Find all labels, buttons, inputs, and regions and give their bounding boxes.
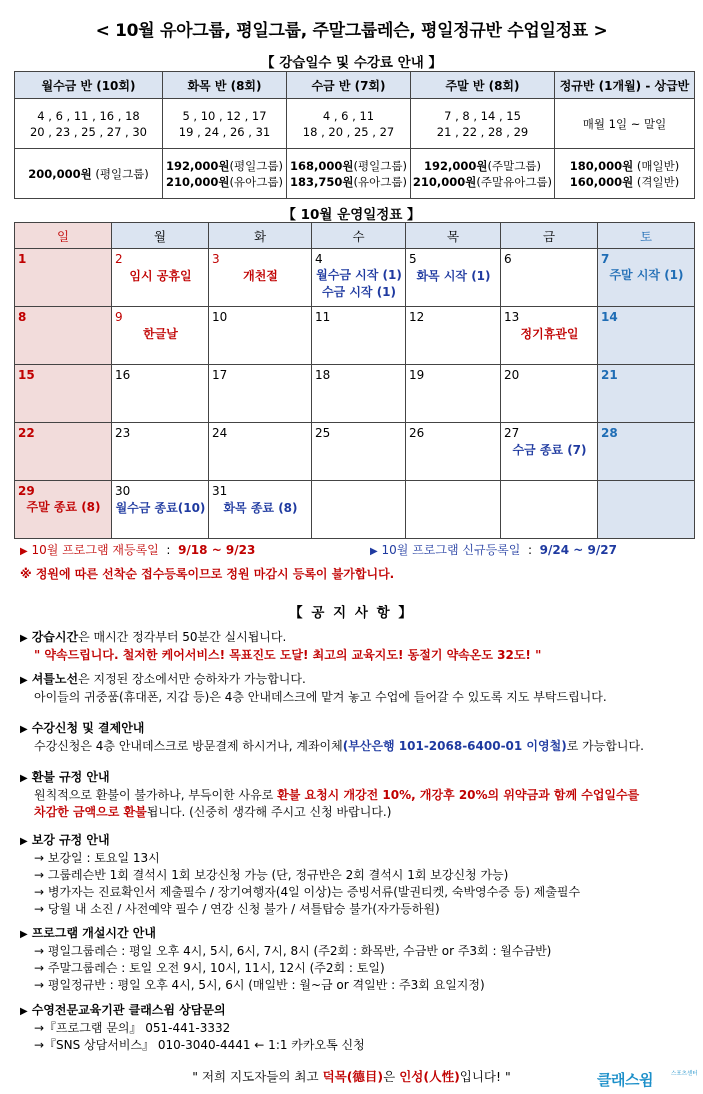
day-number: 11: [315, 310, 331, 324]
class-dates: 4 , 6 , 11 18 , 20 , 25 , 27: [287, 99, 411, 149]
weekday-thu: 목: [406, 223, 501, 249]
calendar-event: 정기휴관일: [520, 327, 579, 341]
triangle-right-icon: ▶: [20, 773, 28, 784]
class-dates: 5 , 10 , 12 , 17 19 , 24 , 26 , 31: [163, 99, 287, 149]
calendar-event: 수금 종료 (7): [512, 443, 587, 457]
calendar-day-cell: [15, 423, 112, 481]
calendar-day-cell: [112, 423, 209, 481]
calendar-day-cell: [312, 249, 406, 307]
calendar-day-cell: [15, 249, 112, 307]
class-price: 200,000원 (평일그룹): [15, 149, 163, 199]
weekday-mon: 월: [112, 223, 209, 249]
weekday-sat: 토: [598, 223, 695, 249]
calendar-table: [14, 222, 695, 539]
calendar-day-cell: [598, 307, 695, 365]
notice-contact: ▶ 수영전문교육기관 클래스윔 상담문의 →『프로그램 문의』 051-441-3332 →『SNS 상담서비스』 010-3040-4441 ← 1:1 카카오톡 신청: [20, 1003, 365, 1052]
weekday-fri: 금: [501, 223, 598, 249]
day-number: 29: [18, 484, 35, 498]
calendar-day-cell: [598, 423, 695, 481]
calendar-day-cell: [209, 481, 312, 539]
calendar-day-cell: [501, 365, 598, 423]
fee-section-title: 【 강습일수 및 수강료 안내 】: [261, 55, 442, 71]
day-number: 17: [212, 368, 228, 382]
calendar-week-row: [15, 249, 695, 307]
notice-shuttle: ▶ 셔틀노선은 지정된 장소에서만 승하차가 가능합니다. 아이들의 귀중품(휴대폰, 지갑 등)은 4층 안내데스크에 맡겨 놓고 수업에 들어갈 수 있도록 지도 부탁드립니다.: [20, 672, 607, 704]
day-number: 24: [212, 426, 228, 440]
calendar-day-cell: [501, 307, 598, 365]
footer-quote: " 저희 지도자들의 최고 덕목(德目)은 인성(人性)입니다! ": [192, 1069, 511, 1084]
notice-schedule: ▶ 프로그램 개설시간 안내 → 평일그룹레슨 : 평일 오후 4시, 5시, 6시, 7시, 8시 (주2회 : 화목반, 수금반 or 주3회 : 월수금반) → 주말그룹레슨 : 토일 오전 9시, 10시, 11시, 12시 (주2회 : 토일) → 평일정규반 : 평일 오후 4시, 5시, 6시 (매일반 : 월~금 or 격일반 : 주3회 요일지정): [20, 926, 552, 992]
fee-prices-row: [15, 149, 695, 199]
registration-warning: ※ 정원에 따른 선착순 접수등록이므로 정원 마감시 등록이 불가합니다.: [20, 567, 395, 581]
day-number: 3: [212, 252, 220, 266]
class-price: 192,000원(평일그룹) 210,000원(유아그룹): [163, 149, 287, 199]
calendar-event: 화목 종료 (8): [223, 501, 298, 515]
calendar-day-cell: [209, 365, 312, 423]
day-number: 5: [409, 252, 417, 266]
notice-title: 【 공 지 사 항 】: [289, 605, 414, 621]
day-number: 14: [601, 310, 618, 324]
calendar-day-cell: [15, 307, 112, 365]
class-price: 168,000원(평일그룹) 183,750원(유아그룹): [287, 149, 411, 199]
calendar-day-cell: [15, 365, 112, 423]
calendar-event: 월수금 시작 (1): [316, 268, 402, 282]
calendar-day-cell: [406, 423, 501, 481]
triangle-right-icon: ▶: [20, 1006, 28, 1017]
triangle-right-icon: ▶: [20, 633, 28, 644]
class-dates: 7 , 8 , 14 , 15 21 , 22 , 28 , 29: [411, 99, 555, 149]
notice-lesson-time: ▶ 강습시간은 매시간 정각부터 50분간 실시됩니다. " 약속드립니다. 철저한 케어서비스! 목표진도 도달! 최고의 교육지도! 동절기 약속온도 32도! ": [20, 629, 690, 664]
calendar-day-cell: [598, 365, 695, 423]
calendar-day-cell: [209, 423, 312, 481]
calendar-day-cell: [112, 307, 209, 365]
rereg-period: ▶ 10월 프로그램 재등록일 : 9/18 ~ 9/23: [20, 543, 256, 557]
day-number: 4: [315, 252, 323, 266]
day-number: 23: [115, 426, 131, 440]
triangle-right-icon: ▶: [20, 929, 28, 940]
calendar-event: 주말 시작 (1): [609, 268, 684, 282]
calendar-event: 화목 시작 (1): [416, 269, 491, 283]
calendar-event: 월수금 종료(10): [115, 501, 206, 515]
fee-dates-row: [15, 99, 695, 149]
fee-header: 수금 반 (7회): [287, 72, 411, 99]
day-number: 1: [18, 252, 27, 266]
calendar-empty-cell: [501, 481, 598, 539]
calendar-day-cell: [112, 365, 209, 423]
classwim-logo: [597, 1064, 701, 1090]
day-number: 25: [315, 426, 331, 440]
logo-name: 클래스윔: [597, 1071, 653, 1089]
day-number: 8: [18, 310, 27, 324]
calendar-day-cell: [501, 423, 598, 481]
page-title: < 10월 유아그룹, 평일그룹, 주말그룹레슨, 평일정규반 수업일정표 >: [95, 21, 608, 41]
fee-header: 정규반 (1개월) - 상급반: [555, 72, 695, 99]
day-number: 19: [409, 368, 425, 382]
calendar-day-cell: [312, 365, 406, 423]
notice-payment: ▶ 수강신청 및 결제안내 수강신청은 4층 안내데스크로 방문결제 하시거나, 계좌이체(부산은행 101-2068-6400-01 이영철)로 가능합니다.: [20, 721, 644, 753]
day-number: 22: [18, 426, 35, 440]
calendar-day-cell: [112, 481, 209, 539]
calendar-day-cell: [209, 249, 312, 307]
fee-header: 주말 반 (8회): [411, 72, 555, 99]
day-number: 18: [315, 368, 331, 382]
notice-makeup: ▶ 보강 규정 안내 → 보강일 : 토요일 13시 → 그룹레슨반 1회 결석시 1회 보강신청 가능 (단, 정규반은 2회 결석시 1회 보강신청 가능) → 병가자는 진료확인서 제출필수 / 장기여행자(4일 이상)는 증빙서류(발권티켓, 숙박영수증 등) 제출필수 → 당월 내 소진 / 사전예약 필수 / 연강 신청 불가 / 셔틀탑승 불가(자가등하원): [20, 833, 581, 916]
weekday-tue: 화: [209, 223, 312, 249]
promise-text: " 약속드립니다. 철저한 케어서비스! 목표진도 도달! 최고의 교육지도! 동절기 약속온도 32도! ": [34, 648, 542, 662]
calendar-day-cell: [312, 423, 406, 481]
calendar-day-cell: [406, 307, 501, 365]
calendar-day-cell: [209, 307, 312, 365]
triangle-right-icon: ▶: [20, 836, 28, 847]
calendar-week-row: [15, 365, 695, 423]
day-number: 20: [504, 368, 520, 382]
calendar-empty-cell: [406, 481, 501, 539]
calendar-week-row: [15, 481, 695, 539]
day-number: 7: [601, 252, 610, 266]
weekday-sun: 일: [15, 223, 112, 249]
triangle-right-icon: ▶: [20, 675, 28, 686]
class-price: 180,000원 (매일반) 160,000원 (격일반): [555, 149, 695, 199]
class-dates: 4 , 6 , 11 , 16 , 18 20 , 23 , 25 , 27 , 30: [15, 99, 163, 149]
weekday-wed: 수: [312, 223, 406, 249]
day-number: 13: [504, 310, 520, 324]
class-price: 192,000원(주말그룹) 210,000원(주말유아그룹): [411, 149, 555, 199]
notice-refund: ▶ 환불 규정 안내 원칙적으로 환불이 불가하나, 부득이한 사유로 환불 요청시 개강전 10%, 개강후 20%의 위약금과 함께 수업일수를 차감한 금액으로 환불됩니다. (신중히 생각해 주시고 신청 바랍니다.): [20, 770, 640, 819]
day-number: 12: [409, 310, 425, 324]
calendar-day-cell: [15, 481, 112, 539]
fee-table: [14, 71, 695, 199]
day-number: 9: [115, 310, 123, 324]
logo-sub: 스포츠센터: [671, 1071, 698, 1077]
day-number: 31: [212, 484, 228, 498]
triangle-right-icon: ▶: [20, 724, 28, 735]
calendar-day-cell: [312, 307, 406, 365]
fee-header: 월수금 반 (10회): [15, 72, 163, 99]
calendar-event: 주말 종료 (8): [26, 500, 101, 514]
day-number: 6: [504, 252, 512, 266]
calendar-section-title: 【 10월 운영일정표 】: [282, 207, 421, 223]
calendar-empty-cell: [598, 481, 695, 539]
calendar-event: 임시 공휴일: [129, 269, 192, 283]
calendar-empty-cell: [312, 481, 406, 539]
triangle-right-icon: ▶: [20, 546, 28, 557]
fee-header: 화목 반 (8회): [163, 72, 287, 99]
day-number: 27: [504, 426, 520, 440]
day-number: 21: [601, 368, 618, 382]
calendar-day-cell: [112, 249, 209, 307]
day-number: 28: [601, 426, 618, 440]
day-number: 16: [115, 368, 131, 382]
calendar-event: 한글날: [143, 327, 178, 341]
calendar-day-cell: [406, 249, 501, 307]
newreg-period: ▶ 10월 프로그램 신규등록일 : 9/24 ~ 9/27: [370, 543, 617, 557]
calendar-weekday-row: [15, 223, 695, 249]
calendar-day-cell: [406, 365, 501, 423]
day-number: 10: [212, 310, 228, 324]
day-number: 2: [115, 252, 123, 266]
calendar-day-cell: [501, 249, 598, 307]
triangle-right-icon: ▶: [370, 546, 378, 557]
fee-header-row: [15, 72, 695, 99]
day-number: 15: [18, 368, 35, 382]
calendar-event: 개천절: [243, 269, 278, 283]
calendar-week-row: [15, 423, 695, 481]
class-dates: 매월 1일 ~ 말일: [555, 99, 695, 149]
day-number: 30: [115, 484, 131, 498]
day-number: 26: [409, 426, 425, 440]
bank-account: (부산은행 101-2068-6400-01 이영철): [342, 739, 567, 753]
calendar-week-row: [15, 307, 695, 365]
calendar-event: 수금 시작 (1): [321, 285, 397, 299]
calendar-day-cell: [598, 249, 695, 307]
